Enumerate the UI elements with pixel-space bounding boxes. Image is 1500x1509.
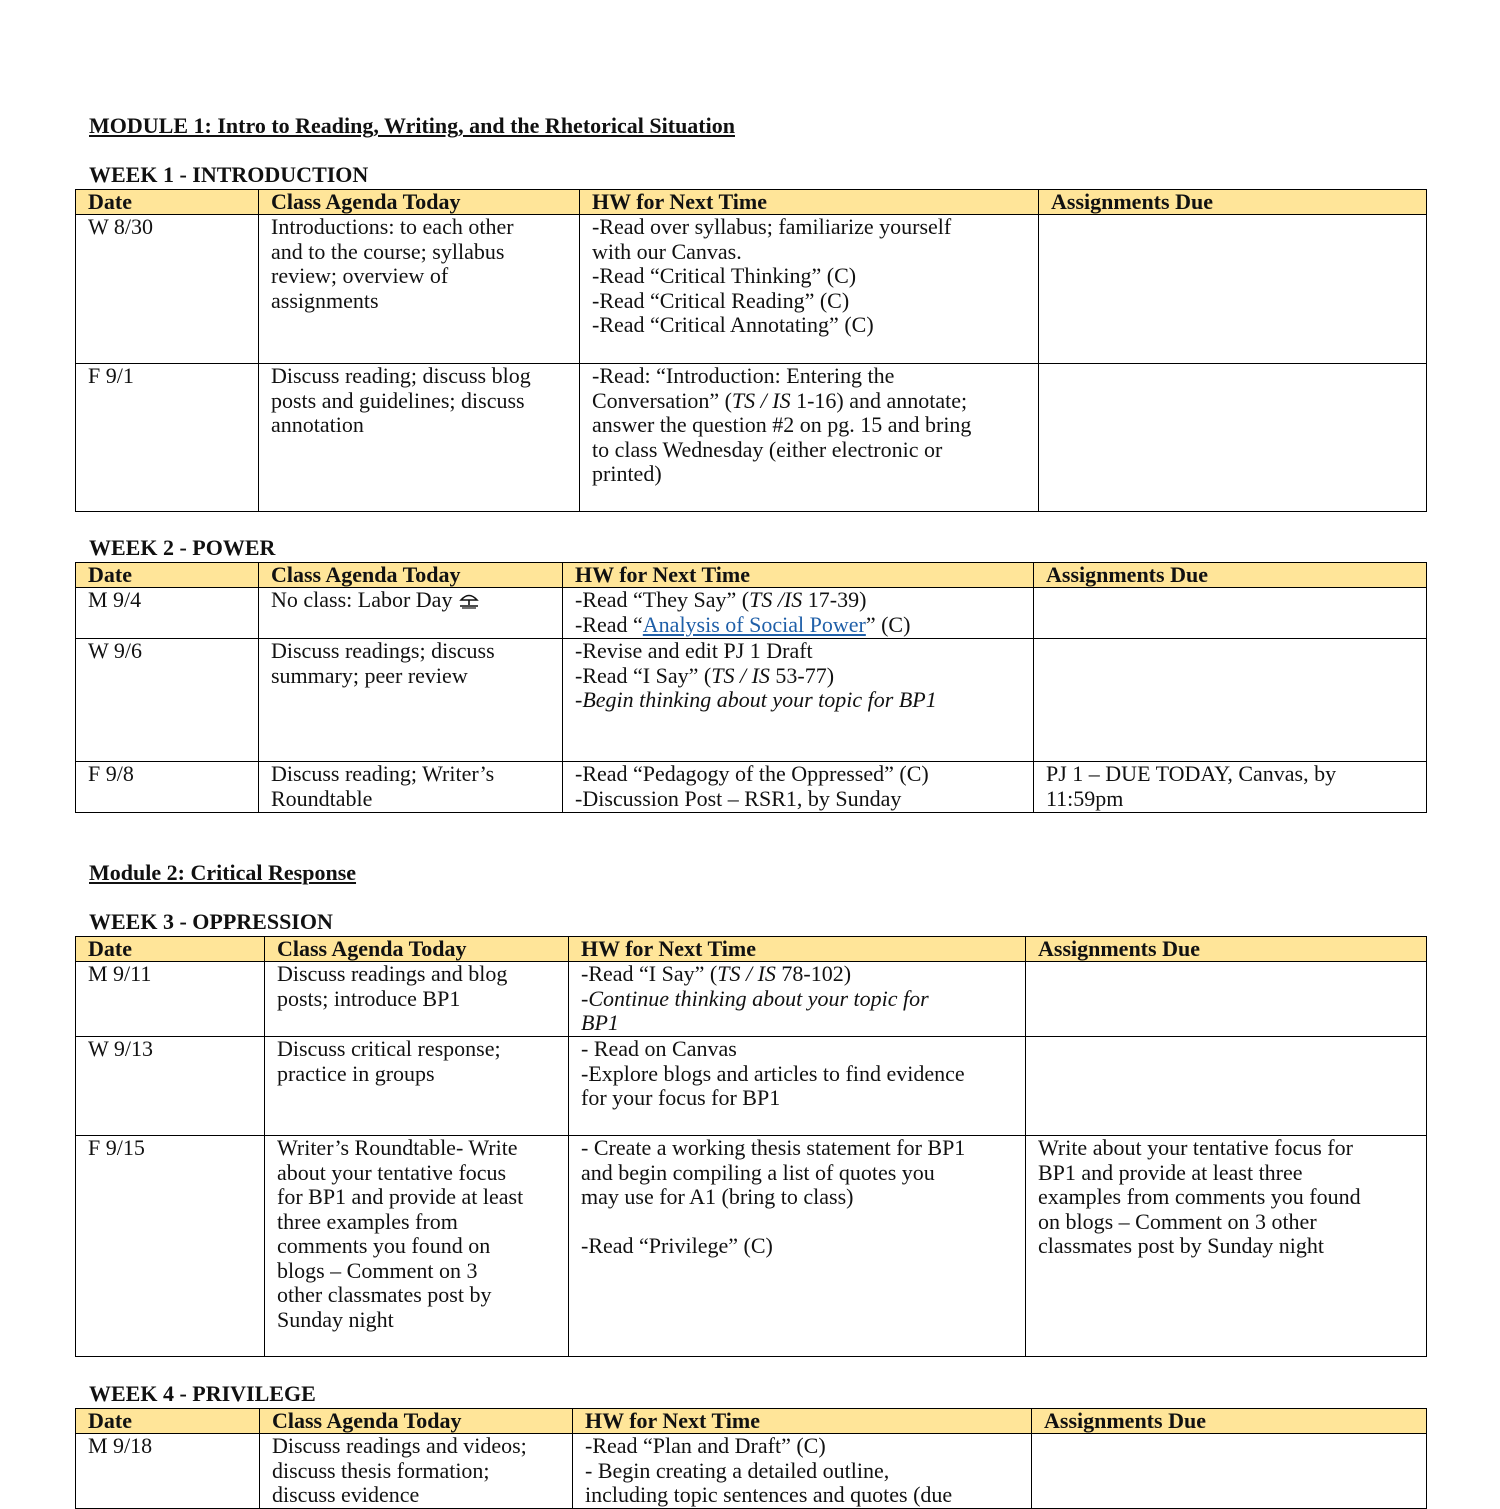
agenda-line: Discuss readings; discuss	[271, 638, 495, 663]
week-4-title: WEEK 4 - PRIVILEGE	[89, 1381, 316, 1406]
date-cell: M 9/4	[76, 588, 259, 639]
hw-italic: -Begin thinking about your topic for BP1	[575, 687, 937, 712]
week-2-title: WEEK 2 - POWER	[89, 535, 276, 560]
hw-line: - Read on Canvas	[581, 1036, 737, 1061]
table-row	[76, 215, 1427, 364]
agenda-line: Introductions: to each other	[271, 214, 514, 239]
table-row	[76, 639, 1427, 762]
table-header-row	[76, 937, 1427, 962]
date-cell: F 9/1	[76, 364, 259, 512]
agenda-cell	[259, 639, 563, 762]
header-date: Date	[76, 563, 259, 588]
agenda-line: for BP1 and provide at least	[277, 1184, 524, 1209]
table-row	[76, 762, 1427, 813]
hw-cell	[569, 1037, 1026, 1136]
agenda-line: review; overview of	[271, 263, 449, 288]
agenda-cell	[265, 1037, 569, 1136]
hw-italic: BP1	[581, 1010, 619, 1035]
agenda-line: Discuss readings and blog	[277, 961, 508, 986]
hw-line: may use for A1 (bring to class)	[581, 1184, 854, 1209]
agenda-line: annotation	[271, 412, 364, 437]
hw-line	[575, 588, 1021, 613]
agenda-line: discuss evidence	[272, 1482, 420, 1507]
due-line: examples from comments you found	[1038, 1184, 1361, 1209]
table-header-row	[76, 190, 1427, 215]
hw-line: -Read “Critical Thinking” (C)	[592, 263, 857, 288]
agenda-line: discuss thesis formation;	[272, 1457, 490, 1483]
hw-line: answer the question #2 on pg. 15 and bring	[592, 412, 972, 437]
agenda-line: and to the course; syllabus	[271, 238, 505, 264]
agenda-line: three examples from	[277, 1208, 458, 1234]
agenda-line: blogs – Comment on 3	[277, 1257, 478, 1283]
hw-line: -Read “Pedagogy of the Oppressed” (C)	[575, 761, 929, 786]
due-line: 11:59pm	[1046, 785, 1124, 811]
hw-cell	[573, 1434, 1032, 1509]
agenda-line: Discuss critical response;	[277, 1036, 501, 1061]
due-cell	[1032, 1434, 1427, 1509]
week-2-table	[75, 562, 1427, 813]
table-row	[76, 1136, 1427, 1357]
header-agenda: Class Agenda Today	[259, 563, 563, 588]
agenda-cell	[265, 1136, 569, 1357]
due-cell	[1026, 1136, 1427, 1357]
module-1-title: MODULE 1: Intro to Reading, Writing, and the Rhetorical Situation	[89, 113, 735, 138]
hw-line: printed)	[592, 461, 662, 486]
due-line: classmates post by Sunday night	[1038, 1233, 1324, 1258]
agenda-line: posts; introduce BP1	[277, 985, 461, 1011]
social-power-link[interactable]: Analysis of Social Power	[642, 611, 866, 637]
header-due: Assignments Due	[1032, 1409, 1427, 1434]
table-row	[76, 1037, 1427, 1136]
week-3-title: WEEK 3 - OPPRESSION	[89, 909, 333, 934]
agenda-line: Roundtable	[271, 785, 373, 811]
hw-line: to class Wednesday (either electronic or	[592, 436, 943, 462]
due-cell	[1039, 364, 1427, 512]
agenda-line: assignments	[271, 287, 379, 313]
due-line: BP1 and provide at least three	[1038, 1159, 1303, 1185]
header-due: Assignments Due	[1039, 190, 1427, 215]
hw-italic: TS /IS	[749, 587, 803, 612]
header-hw: HW for Next Time	[569, 937, 1026, 962]
agenda-text: No class: Labor Day	[271, 587, 453, 612]
table-header-row	[76, 1409, 1427, 1434]
agenda-line	[271, 588, 550, 613]
due-cell	[1034, 588, 1427, 639]
hw-text: 17-39)	[802, 587, 867, 612]
table-row	[76, 364, 1427, 512]
table-row	[76, 1434, 1427, 1509]
table-header-row	[76, 563, 1427, 588]
hw-cell	[563, 588, 1034, 639]
due-line: Write about your tentative focus for	[1038, 1135, 1353, 1160]
hw-line: -Read “Critical Annotating” (C)	[592, 312, 874, 337]
agenda-line: summary; peer review	[271, 662, 468, 688]
header-due: Assignments Due	[1034, 563, 1427, 588]
line-gap	[581, 1210, 1013, 1235]
header-date: Date	[76, 937, 265, 962]
module-2-title: Module 2: Critical Response	[89, 860, 357, 885]
hw-line	[581, 1011, 1013, 1036]
date-cell: M 9/11	[76, 962, 265, 1037]
hw-text: -Read “They Say” (	[575, 587, 750, 612]
hw-line: -Read “Critical Reading” (C)	[592, 287, 850, 313]
due-line: PJ 1 – DUE TODAY, Canvas, by	[1046, 761, 1337, 786]
agenda-line: other classmates post by	[277, 1282, 492, 1307]
agenda-cell	[259, 588, 563, 639]
date-cell: W 9/13	[76, 1037, 265, 1136]
beach-umbrella-icon	[458, 591, 480, 609]
header-date: Date	[76, 1409, 260, 1434]
agenda-line: Discuss reading; discuss blog	[271, 363, 531, 388]
header-agenda: Class Agenda Today	[260, 1409, 573, 1434]
hw-cell	[563, 639, 1034, 762]
date-cell: M 9/18	[76, 1434, 260, 1509]
hw-text: -Read “I Say” (	[575, 662, 712, 688]
hw-line: -Explore blogs and articles to find evidence	[581, 1060, 965, 1086]
week-1-title: WEEK 1 - INTRODUCTION	[89, 162, 369, 187]
hw-line	[581, 987, 1013, 1012]
hw-text: 53-77)	[769, 662, 835, 688]
agenda-line: comments you found on	[277, 1233, 491, 1258]
hw-line: for your focus for BP1	[581, 1085, 781, 1110]
table-row	[76, 588, 1427, 639]
due-line: on blogs – Comment on 3 other	[1038, 1208, 1317, 1234]
header-agenda: Class Agenda Today	[265, 937, 569, 962]
due-cell	[1039, 215, 1427, 364]
agenda-line: about your tentative focus	[277, 1159, 507, 1185]
hw-line: -Discussion Post – RSR1, by Sunday	[575, 785, 902, 811]
agenda-line: Writer’s Roundtable- Write	[277, 1135, 518, 1160]
hw-cell	[563, 762, 1034, 813]
week-4-table	[75, 1408, 1427, 1509]
header-hw: HW for Next Time	[573, 1409, 1032, 1434]
agenda-line: Discuss readings and videos;	[272, 1433, 527, 1458]
agenda-cell	[259, 364, 580, 512]
table-row	[76, 962, 1427, 1037]
header-hw: HW for Next Time	[563, 563, 1034, 588]
hw-text: Conversation” (	[592, 387, 732, 413]
due-cell	[1034, 762, 1427, 813]
hw-line: -Read over syllabus; familiarize yourself	[592, 214, 952, 239]
date-cell: F 9/15	[76, 1136, 265, 1357]
hw-italic: -Continue thinking about your topic for	[581, 985, 929, 1011]
hw-text: -Read “I Say” (	[581, 961, 718, 986]
hw-line: -Revise and edit PJ 1 Draft	[575, 638, 813, 663]
agenda-cell	[265, 962, 569, 1037]
hw-cell	[580, 215, 1039, 364]
agenda-line: posts and guidelines; discuss	[271, 387, 525, 413]
due-cell	[1026, 962, 1427, 1037]
hw-line	[575, 688, 1021, 713]
hw-italic: TS / IS	[717, 961, 776, 986]
header-date: Date	[76, 190, 259, 215]
agenda-cell	[259, 762, 563, 813]
hw-line: -Read: “Introduction: Entering the	[592, 363, 895, 388]
header-agenda: Class Agenda Today	[259, 190, 580, 215]
hw-line: with our Canvas.	[592, 238, 742, 264]
week-1-table	[75, 189, 1427, 512]
hw-text: 1-16) and annotate;	[790, 387, 968, 413]
agenda-line: Sunday night	[277, 1306, 394, 1332]
agenda-line: practice in groups	[277, 1060, 435, 1086]
hw-text: 78-102)	[775, 961, 852, 986]
week-3-table	[75, 936, 1427, 1357]
header-due: Assignments Due	[1026, 937, 1427, 962]
hw-line: - Begin creating a detailed outline,	[585, 1457, 890, 1483]
hw-line: including topic sentences and quotes (due	[585, 1482, 953, 1507]
hw-line	[592, 389, 1026, 414]
hw-cell	[569, 1136, 1026, 1357]
hw-line	[581, 962, 1013, 987]
hw-italic: TS / IS	[711, 662, 770, 688]
hw-text: -Read “	[575, 611, 643, 637]
hw-cell	[580, 364, 1039, 512]
due-cell	[1026, 1037, 1427, 1136]
due-cell	[1034, 639, 1427, 762]
date-cell: W 9/6	[76, 639, 259, 762]
agenda-cell	[259, 215, 580, 364]
hw-italic: TS / IS	[731, 387, 791, 413]
hw-line	[575, 613, 1021, 638]
agenda-cell	[260, 1434, 573, 1509]
hw-line: -Read “Plan and Draft” (C)	[585, 1433, 826, 1458]
hw-line: -Read “Privilege” (C)	[581, 1233, 773, 1258]
header-hw: HW for Next Time	[580, 190, 1039, 215]
hw-line	[575, 664, 1021, 689]
agenda-line: Discuss reading; Writer’s	[271, 761, 495, 786]
hw-line: and begin compiling a list of quotes you	[581, 1159, 935, 1185]
hw-text: ” (C)	[865, 611, 911, 637]
date-cell: F 9/8	[76, 762, 259, 813]
hw-cell	[569, 962, 1026, 1037]
hw-line: - Create a working thesis statement for BP1	[581, 1135, 966, 1160]
date-cell: W 8/30	[76, 215, 259, 364]
